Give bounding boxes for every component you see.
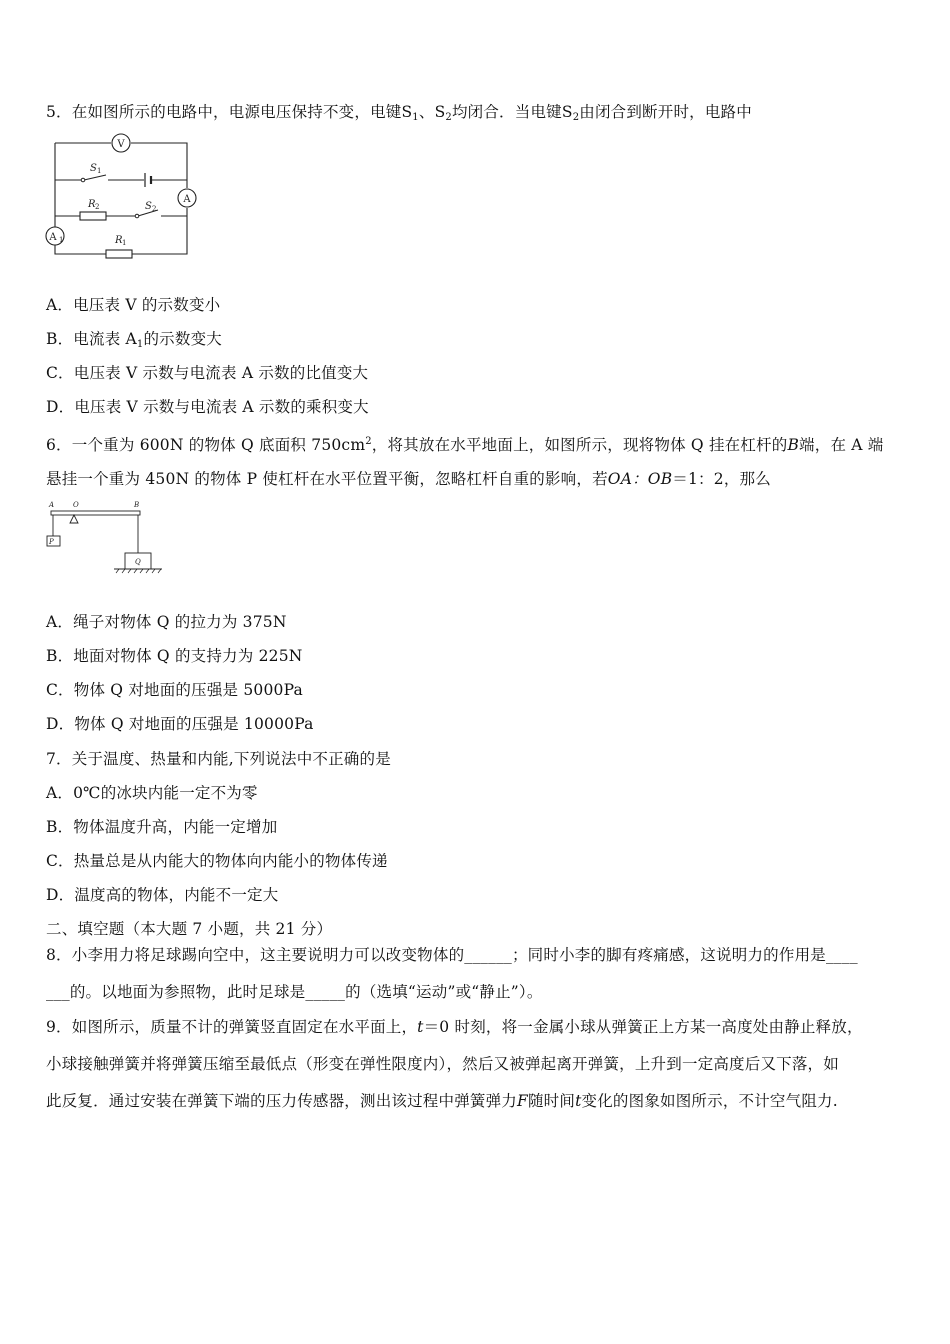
q6-l1-sup: 2 [365, 436, 372, 447]
q5-r1-resistor [106, 250, 132, 258]
q6-lever-diagram [44, 498, 169, 578]
q7-option-a: A．0℃的冰块内能一定不为零 [46, 784, 258, 802]
q7-stem: 7．关于温度、热量和内能,下列说法中不正确的是 [46, 750, 391, 768]
q8-l2-text-b: 的（选填“运动”或“静止”）。 [345, 983, 543, 1001]
q6-l1-b-italic: B [787, 436, 800, 454]
q6-label-q: Q [135, 558, 141, 566]
q9-l1-t: t [417, 1018, 424, 1036]
q6-label-a: A [49, 501, 55, 509]
q6-l2-text-b: ＝1：2，那么 [672, 470, 771, 488]
q5-ammeter-a1-label: A [49, 232, 57, 243]
q8-line2 [46, 982, 543, 1002]
q9-l3-t: t [575, 1092, 582, 1110]
q6-option-d: D．物体 Q 对地面的压强是 10000Pa [46, 715, 314, 733]
q5-stem-text-b: 均闭合．当电键 [451, 103, 562, 121]
q7-option-c: C．热量总是从内能大的物体向内能小的物体传递 [46, 852, 388, 870]
q5-sep: 、 [418, 103, 435, 121]
q6-lever-bar [51, 511, 140, 515]
q7-option-b: B．物体温度升高，内能一定增加 [46, 818, 278, 836]
q6-label-b: B [134, 501, 140, 509]
q5-stem-text-a: 5．在如图所示的电路中，电源电压保持不变，电键 [46, 103, 402, 121]
q6-l2-text-a: 悬挂一个重为 450N 的物体 P 使杠杆在水平位置平衡，忽略杠杆自重的影响，若 [46, 470, 608, 488]
q5-circuit-diagram [44, 130, 204, 260]
q8-l2-text-a: 的。以地面为参照物，此时足球是 [69, 983, 306, 1001]
q6-stem-line1 [46, 432, 884, 455]
q6-l1-text-c: 端，在 A 端 [799, 436, 884, 454]
q9-l3-text-b: 随时间 [527, 1092, 576, 1110]
q6-ground-hatch [116, 569, 161, 573]
q6-option-a: A．绳子对物体 Q 的拉力为 375N [46, 613, 287, 631]
q6-label-p: P [49, 538, 54, 546]
q5-s1-sub: 1 [412, 112, 419, 123]
q5-option-b-text: B．电流表 A [46, 330, 137, 348]
q5-s2-sub: 2 [445, 112, 452, 123]
q8-blank-2a: ____ [825, 946, 858, 964]
q5-stem [46, 102, 752, 128]
q9-line2: 小球接触弹簧并将弹簧压缩至最低点（形变在弹性限度内），然后又被弹起离开弹簧，上升到一定高度后又下落，如 [46, 1055, 839, 1073]
q6-fulcrum-icon [70, 515, 78, 523]
q5-option-c: C．电压表 V 示数与电流表 A 示数的比值变大 [46, 364, 369, 382]
q6-label-o: O [73, 501, 79, 509]
q6-stem-line2 [46, 469, 771, 489]
q5-s1-sub: 1 [97, 167, 102, 175]
q5-s2-label: S [145, 201, 152, 212]
q5-option-b-rest: 的示数变大 [143, 330, 222, 348]
q5-s2-contact [135, 214, 139, 218]
q5-r1-label: R [115, 235, 123, 246]
q6-option-c: C．物体 Q 对地面的压强是 5000Pa [46, 681, 303, 699]
q8-blank-2b: ___ [46, 983, 70, 1001]
q5-s1-contact [81, 178, 85, 182]
q5-stem-text-c: 由闭合到断开时，电路中 [579, 103, 752, 121]
q5-r2-sub: 2 [95, 203, 100, 211]
q5-ammeter-a1-sub: 1 [59, 236, 64, 244]
q9-l1-text-a: 9．如图所示，质量不计的弹簧竖直固定在水平面上， [46, 1018, 418, 1036]
q5-wire-branch2 [55, 210, 187, 216]
q5-s1: S [401, 103, 413, 121]
section2-heading: 二、填空题（本大题 7 小题，共 21 分） [46, 920, 333, 938]
q9-l3-f: F [517, 1092, 528, 1110]
q5-s2-sub: 2 [152, 205, 157, 213]
q6-l1-text-b: ，将其放在水平地面上，如图所示，现将物体 Q 挂在杠杆的 [371, 436, 788, 454]
q5-s2b-sub: 2 [572, 112, 580, 123]
q5-option-b-sub: 1 [136, 339, 144, 350]
q9-l1-text-b: ＝0 时刻，将一金属小球从弹簧正上方某一高度处由静止释放， [423, 1018, 863, 1036]
q5-option-d: D．电压表 V 示数与电流表 A 示数的乘积变大 [46, 398, 369, 416]
q5-r2-label: R [88, 199, 96, 210]
q6-l2-ratio: OA：OB [607, 470, 673, 488]
q8-line1 [46, 945, 858, 965]
q8-blank-1: ______ [464, 946, 512, 964]
q8-l1-text-a: 8．小李用力将足球踢向空中，这主要说明力可以改变物体的 [46, 946, 465, 964]
q7-option-d: D．温度高的物体，内能不一定大 [46, 886, 279, 904]
q6-option-b: B．地面对物体 Q 的支持力为 225N [46, 647, 303, 665]
q5-voltmeter-label: V [117, 139, 125, 150]
q9-line1 [46, 1017, 863, 1037]
q5-r1-sub: 1 [122, 239, 127, 247]
q8-l1-text-b: ；同时小李的脚有疼痛感，这说明力的作用是 [511, 946, 826, 964]
q9-line3 [46, 1091, 838, 1111]
q5-wire-branch1 [55, 175, 187, 180]
q5-ammeter-a-label: A [183, 194, 191, 205]
q5-s2: S [434, 103, 446, 121]
q6-l1-text-a: 6．一个重为 600N 的物体 Q 底面积 750cm [46, 436, 366, 454]
q5-option-a: A．电压表 V 的示数变小 [46, 296, 221, 314]
q5-s1-label: S [90, 163, 97, 174]
q5-r2-resistor [80, 212, 106, 220]
q5-option-b [46, 329, 222, 355]
q5-s2b: S [561, 103, 573, 121]
q9-l3-text-a: 此反复．通过安装在弹簧下端的压力传感器，测出该过程中弹簧弹力 [46, 1092, 518, 1110]
q8-blank-3: _____ [305, 983, 346, 1001]
q9-l3-text-c: 变化的图象如图所示，不计空气阻力. [581, 1092, 838, 1110]
